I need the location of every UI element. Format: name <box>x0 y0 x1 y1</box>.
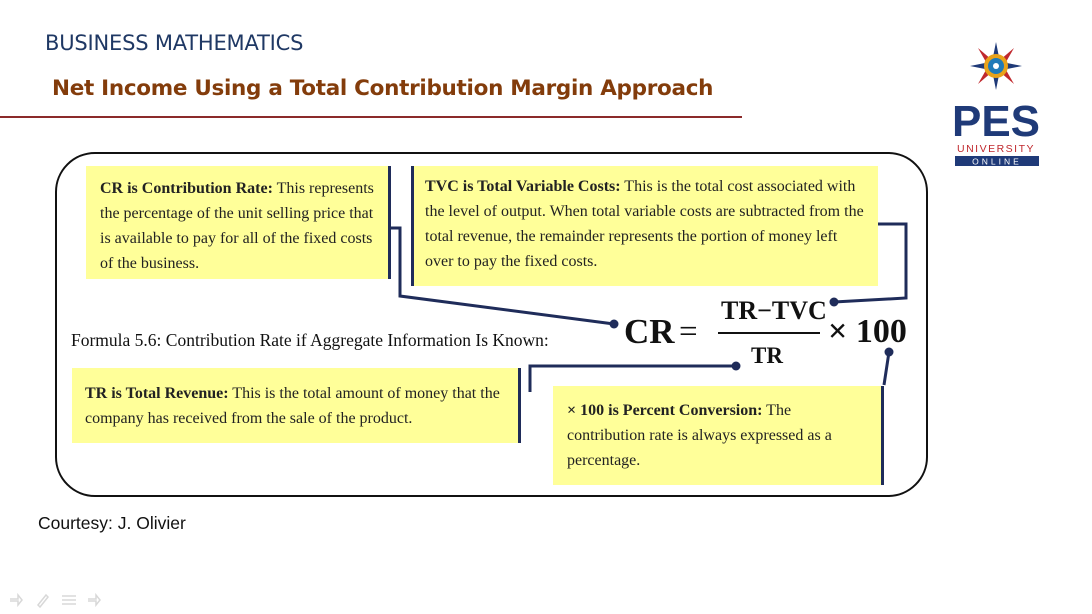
formula-fraction-bar <box>718 332 820 334</box>
note-text: This is the total amount of money that the company has received from the sale of the product. <box>85 385 500 427</box>
note-term: TR is Total Revenue: <box>85 385 229 402</box>
logo-university-text: UNIVERSITY <box>956 143 1036 155</box>
formula-numerator: TR−TVC <box>721 296 827 325</box>
formula-label: Formula 5.6: Contribution Rate if Aggregate Information Is Known: <box>71 330 549 350</box>
prev-slide-icon <box>10 595 22 605</box>
formula-multiplier: × 100 <box>828 313 907 350</box>
note-text: The contribution rate is always expressed as a percentage. <box>567 402 832 469</box>
slide-toolbar <box>8 590 108 608</box>
logo-online-text: ONLINE <box>972 156 1022 167</box>
formula-equals: = <box>679 314 698 350</box>
note-text: This is the total cost associated with the level of output. When total variable costs are subtracted from the total revenue, the remainder represents the portion of money left over to pay the fixed costs. <box>425 178 864 270</box>
note-text: This represents the percentage of the unit selling price that is available to pay for all of the fixed costs of the business. <box>100 180 374 272</box>
formula-cr: CR <box>624 312 675 351</box>
pen-icon <box>38 595 48 607</box>
slide-title: Net Income Using a Total Contribution Margin Approach <box>52 76 714 101</box>
course-title: BUSINESS MATHEMATICS <box>45 31 304 55</box>
note-term: TVC is Total Variable Costs: <box>425 178 621 195</box>
courtesy-credit: Courtesy: J. Olivier <box>38 513 186 533</box>
menu-icon <box>62 596 76 604</box>
formula-denominator: TR <box>751 343 783 368</box>
next-slide-icon <box>88 595 100 605</box>
note-term: CR is Contribution Rate: <box>100 180 273 197</box>
logo-wordmark: PES <box>951 97 1041 146</box>
note-term: × 100 is Percent Conversion: <box>567 402 763 419</box>
